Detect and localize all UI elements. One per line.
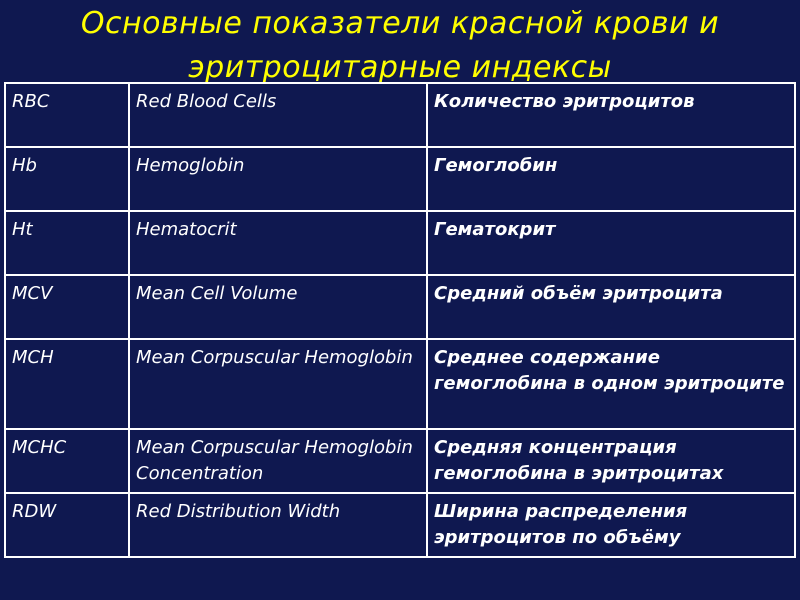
russian-cell: Ширина распределения эритроцитов по объёму [427, 493, 795, 557]
table-row [5, 339, 795, 429]
table-row [5, 429, 795, 493]
russian-cell: Средний объём эритроцита [427, 275, 795, 339]
abbr-cell: Hb [5, 147, 129, 211]
table-row [5, 147, 795, 211]
table-row [5, 211, 795, 275]
abbr-cell: Ht [5, 211, 129, 275]
slide-title-line-1: Основные показатели красной крови и [80, 6, 720, 41]
slide-title [0, 2, 800, 90]
russian-cell: Гематокрит [427, 211, 795, 275]
english-cell: Red Distribution Width [129, 493, 427, 557]
slide-title-line-2: эритроцитарные индексы [188, 50, 612, 85]
table-row [5, 275, 795, 339]
abbr-cell: RBC [5, 83, 129, 147]
russian-cell: Среднее содержание гемоглобина в одном эритроците [427, 339, 795, 429]
english-cell: Hematocrit [129, 211, 427, 275]
russian-cell: Количество эритроцитов [427, 83, 795, 147]
russian-cell: Средняя концентрация гемоглобина в эритроцитах [427, 429, 795, 493]
english-cell: Mean Corpuscular Hemoglobin Concentration [129, 429, 427, 493]
table-row [5, 493, 795, 557]
abbr-cell: RDW [5, 493, 129, 557]
english-cell: Mean Cell Volume [129, 275, 427, 339]
english-cell: Hemoglobin [129, 147, 427, 211]
indices-table [4, 82, 796, 558]
abbr-cell: MCV [5, 275, 129, 339]
english-cell: Red Blood Cells [129, 83, 427, 147]
russian-cell: Гемоглобин [427, 147, 795, 211]
table-row [5, 83, 795, 147]
abbr-cell: MCHC [5, 429, 129, 493]
abbr-cell: MCH [5, 339, 129, 429]
english-cell: Mean Corpuscular Hemoglobin [129, 339, 427, 429]
